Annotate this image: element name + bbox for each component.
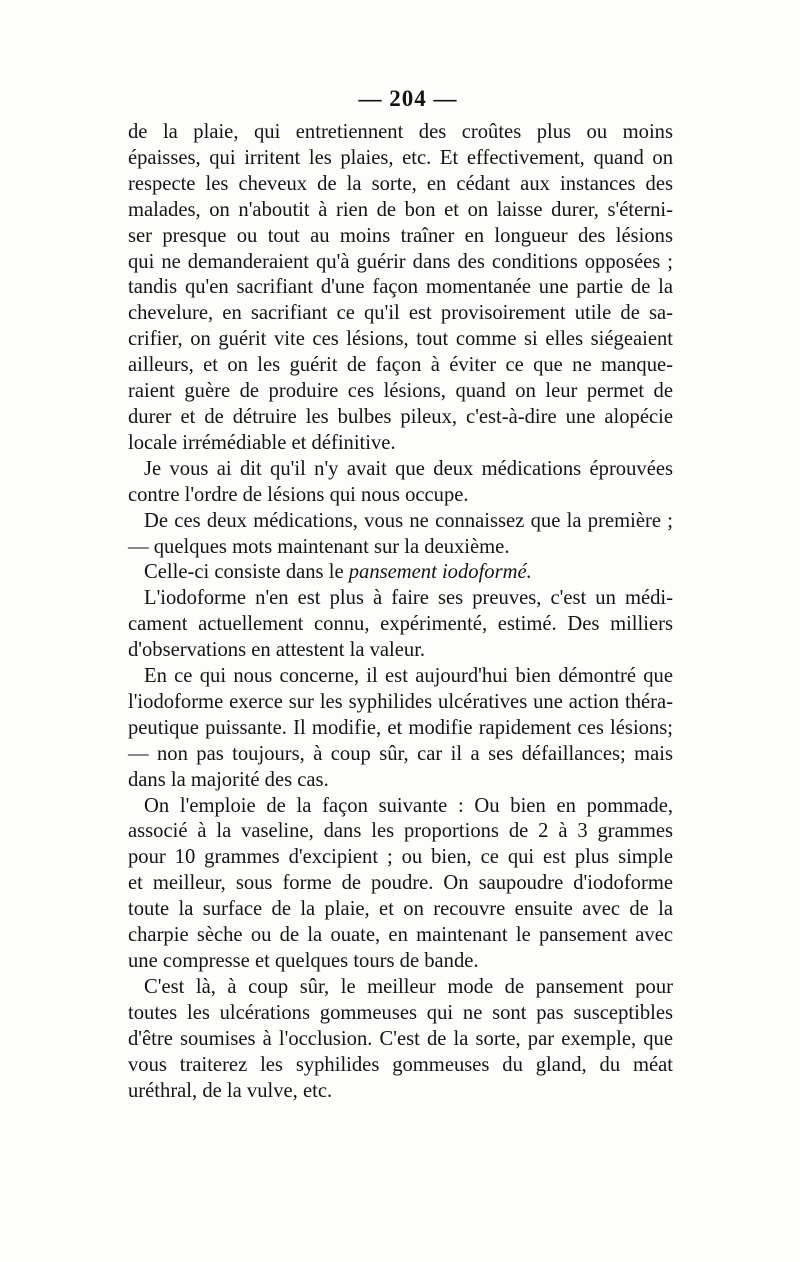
text-line: pour 10 grammes d'excipient ; ou bien, ce qui est plus simple (128, 846, 673, 869)
text-line: — quelques mots maintenant sur la deuxième. (128, 535, 510, 558)
text-line: L'iodoforme n'en est plus à faire ses preuves, c'est un médi- (144, 587, 673, 610)
text-line: qui ne demanderaient qu'à guérir dans des conditions opposées ; (128, 250, 673, 273)
text-line: vous traiterez les syphilides gommeuses du gland, du méat (128, 1053, 673, 1076)
text-span: Celle-ci consiste dans le (144, 561, 349, 584)
text-line: C'est là, à coup sûr, le meilleur mode de pansement pour (144, 975, 673, 998)
text-line: uréthral, de la vulve, etc. (128, 1079, 333, 1102)
text-line: d'être soumises à l'occlusion. C'est de la sorte, par exemple, que (128, 1027, 673, 1050)
text-line: crifier, on guérit vite ces lésions, tout comme si elles siégeaient (128, 328, 673, 351)
paragraph-6 (128, 664, 673, 794)
body-text (128, 120, 673, 1104)
text-line: locale irrémédiable et définitive. (128, 431, 396, 454)
text-line: ser presque ou tout au moins traîner en longueur des lésions (128, 224, 673, 247)
text-line: On l'emploie de la façon suivante : Ou bien en pommade, (144, 794, 673, 817)
text-line: dans la majorité des cas. (128, 768, 329, 791)
paragraph-1 (128, 120, 673, 457)
text-line: ailleurs, et on les guérit de façon à éviter ce que ne manque- (128, 354, 673, 377)
text-line: et meilleur, sous forme de poudre. On saupoudre d'iodoforme (128, 872, 673, 895)
paragraph-7 (128, 794, 673, 975)
text-line: tandis qu'en sacrifiant d'une façon momentanée une partie de la (128, 276, 673, 299)
text-line: toutes les ulcérations gommeuses qui ne sont pas susceptibles (128, 1001, 673, 1024)
text-line: épaisses, qui irritent les plaies, etc. Et effectivement, quand on (128, 146, 673, 169)
text-line: durer et de détruire les bulbes pileux, c'est-à-dire une alopécie (128, 405, 673, 428)
text-line: raient guère de produire ces lésions, quand on leur permet de (128, 380, 673, 403)
paragraph-8 (128, 975, 673, 1105)
paragraph-5 (128, 586, 673, 664)
text-line: peutique puissante. Il modifie, et modifie rapidement ces lésions; (128, 716, 673, 739)
text-line: l'iodoforme exerce sur les syphilides ulcératives une action théra- (128, 690, 673, 713)
text-line: une compresse et quelques tours de bande. (128, 950, 479, 972)
text-line: — non pas toujours, à coup sûr, car il a ses défaillances; mais (128, 742, 673, 765)
paragraph-3 (128, 509, 673, 561)
paragraph-2 (128, 457, 673, 509)
text-line: de la plaie, qui entretiennent des croûtes plus ou moins (128, 121, 673, 143)
text-line: chevelure, en sacrifiant ce qu'il est provisoirement utile de sa- (128, 302, 673, 325)
paragraph-4 (128, 560, 673, 586)
page-number: — 204 — (358, 86, 458, 111)
text-line: malades, on n'aboutit à rien de bon et on laisse durer, s'éterni- (128, 198, 673, 221)
text-line: toute la surface de la plaie, et on recouvre ensuite avec de la (128, 898, 673, 921)
text-line: associé à la vaseline, dans les proportions de 2 à 3 grammes (128, 820, 673, 843)
text-line (128, 560, 673, 586)
text-line: contre l'ordre de lésions qui nous occupe. (128, 483, 469, 506)
text-line: En ce qui nous concerne, il est aujourd'hui bien démontré que (144, 665, 673, 688)
emphasized-term: pansement iodoformé. (348, 561, 532, 584)
text-line: De ces deux médications, vous ne connaissez que la première ; (144, 509, 673, 532)
text-line: Je vous ai dit qu'il n'y avait que deux médications éprouvées (144, 457, 673, 480)
text-line: respecte les cheveux de la sorte, en cédant aux instances des (128, 172, 673, 195)
text-line: d'observations en attestent la valeur. (128, 639, 426, 662)
text-line: charpie sèche ou de la ouate, en maintenant le pansement avec (128, 924, 673, 947)
text-line: cament actuellement connu, expérimenté, estimé. Des milliers (128, 613, 673, 636)
